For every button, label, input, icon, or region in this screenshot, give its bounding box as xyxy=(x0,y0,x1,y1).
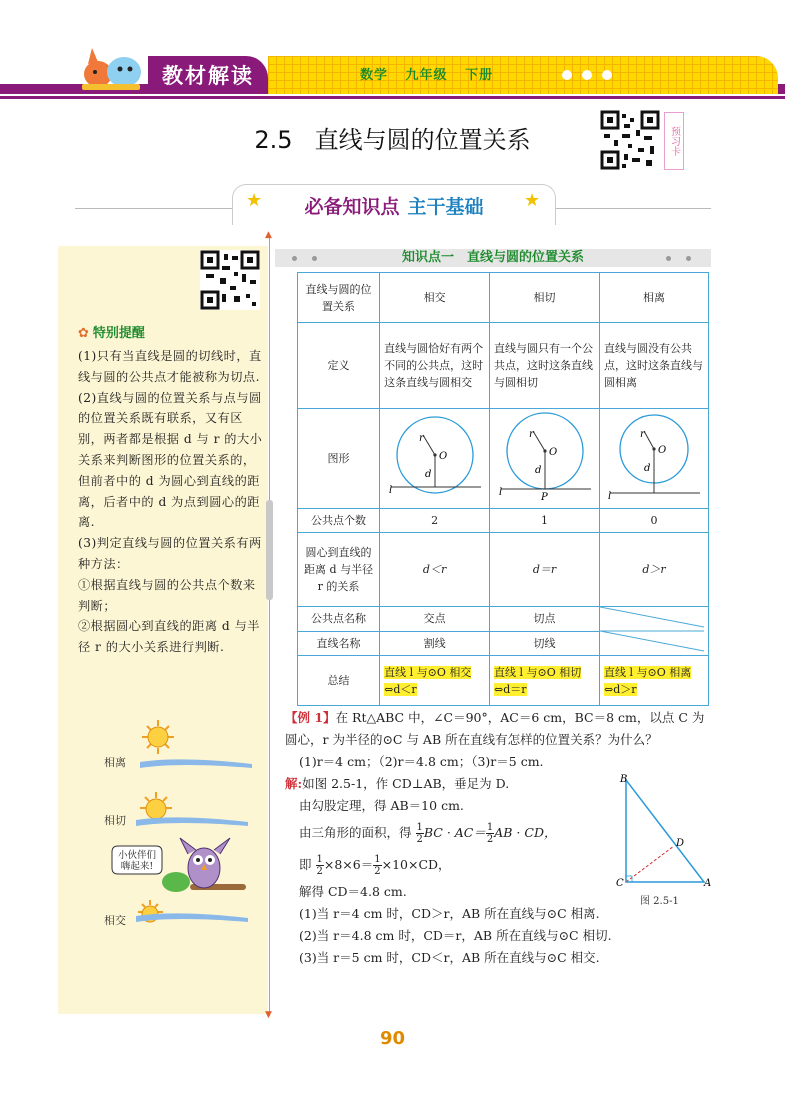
knowledge-table xyxy=(297,272,709,706)
table-cell: 图形 xyxy=(298,409,380,509)
owl-icon xyxy=(160,834,246,908)
table-cell: d＜r xyxy=(380,533,490,607)
bubble-text: 小伙伴们嗨起来! xyxy=(117,850,156,872)
fraction xyxy=(373,854,381,877)
banner-part2: 主干基础 xyxy=(407,195,484,218)
table-cell: 相交 xyxy=(380,273,490,323)
frac-num: 1 xyxy=(374,854,381,865)
sun-tangent-icon xyxy=(136,790,248,836)
fraction xyxy=(416,822,424,845)
tip-item: (2)直线与圆的位置关系与点与圆的位置关系既有联系，又有区别，两者都是根据 d 与 r 的大小关系来判断图形的位置关系的，但前者中的 d 为圆心到直线的距离，后者中的 d 为点到圆心的距离. xyxy=(78,390,263,530)
fig-label-O: O xyxy=(438,451,447,462)
header-dot xyxy=(562,70,572,80)
example-cases: (1)r＝4 cm；（2)r＝4.8 cm；（3)r＝5 cm. xyxy=(299,754,544,769)
example-question xyxy=(285,707,715,751)
knowledge-title: 知识点一 直线与圆的位置关系 xyxy=(401,250,584,265)
tip-title: 特别提醒 xyxy=(92,326,145,341)
table-cell: 2 xyxy=(380,509,490,533)
fig-label-d: d xyxy=(534,465,541,476)
arrow-up-icon: ▲ xyxy=(265,230,272,240)
solution-line: (2)当 r＝4.8 cm 时，CD＝r，AB 所在直线与⊙C 相切. xyxy=(299,928,612,943)
table-cell: 1 xyxy=(490,509,600,533)
tip-item: ①根据直线与圆的公共点个数来判断； xyxy=(78,577,256,613)
table-row xyxy=(298,323,709,409)
header-volume: 下册 xyxy=(465,68,494,83)
table-cell: 割线 xyxy=(380,631,490,656)
label-tangent: 相切 xyxy=(104,814,126,827)
solution-line: (3)当 r＝5 cm 时，CD＜r，AB 所在直线与⊙C 相交. xyxy=(299,950,600,965)
intersect-diagram xyxy=(385,411,485,501)
table-cell: 相离 xyxy=(599,273,708,323)
mascot-icon xyxy=(78,44,144,90)
qr-code-icon[interactable] xyxy=(200,250,260,310)
tangent-diagram xyxy=(495,411,595,501)
triangle-figure xyxy=(614,772,714,902)
solution-tag: 解: xyxy=(285,776,303,791)
solution-line: (1)当 r＝4 cm 时，CD＞r，AB 所在直线与⊙C 相离. xyxy=(299,906,600,921)
eq1-tail: AB · CD， xyxy=(494,825,557,840)
fig-label-O: O xyxy=(657,445,667,456)
banner-part1: 必备知识点 xyxy=(304,195,400,218)
diagonal-lines xyxy=(600,607,704,655)
tip-item: (1)只有当直线是圆的切线时，直线与圆的公共点才能被称为切点. xyxy=(78,349,262,384)
summary-highlight: 直线 l 与⊙O 相切⇔d＝r xyxy=(494,665,582,696)
table-cell: 直线与圆只有一个公共点，这时这条直线与圆相切 xyxy=(490,323,600,409)
fig-label-O: O xyxy=(548,447,557,458)
scrollbar[interactable] xyxy=(266,500,273,600)
table-cell: 切点 xyxy=(490,607,600,632)
eq2-mid: ×8×6＝ xyxy=(323,857,374,872)
preview-card-tag: 预习卡 xyxy=(664,112,684,170)
fig-label-A: A xyxy=(704,878,712,889)
table-cell: 直线与圆的位置关系 xyxy=(298,273,380,323)
fig-label-r: r xyxy=(528,429,534,440)
table-row xyxy=(298,273,709,323)
frac-num: 1 xyxy=(316,854,323,865)
label-separate: 相离 xyxy=(104,756,126,769)
fig-label-d: d xyxy=(424,469,431,480)
sun-separate-icon xyxy=(140,718,252,774)
table-cell xyxy=(490,409,600,509)
table-cell: 总结 xyxy=(298,656,380,706)
summary-highlight: 直线 l 与⊙O 相离⇔d＞r xyxy=(603,665,692,696)
tip-heading xyxy=(78,322,145,341)
sun-intersect-icon xyxy=(136,898,248,934)
table-cell: 公共点个数 xyxy=(298,509,380,533)
eq1-mid: BC · AC＝ xyxy=(423,825,486,840)
table-cell: d＝r xyxy=(490,533,600,607)
figure-caption: 图 2.5-1 xyxy=(640,896,679,907)
qr-code-icon[interactable] xyxy=(600,110,660,170)
fig-label-B: B xyxy=(620,774,628,785)
frac-den: 2 xyxy=(486,834,494,845)
table-row xyxy=(298,607,709,632)
knowledge-banner xyxy=(232,184,556,225)
fig-label-l: l xyxy=(388,485,392,496)
tip-item: (3)判定直线与圆的位置关系有两种方法： xyxy=(78,536,262,571)
fig-label-D: D xyxy=(676,838,685,849)
table-row xyxy=(298,656,709,706)
fig-label-l: l xyxy=(498,487,502,498)
header-grid xyxy=(268,56,778,94)
section-name: 直线与圆的位置关系 xyxy=(314,126,531,154)
table-cell: 直线与圆没有公共点，这时这条直线与圆相离 xyxy=(599,323,708,409)
fig-label-d: d xyxy=(643,463,651,474)
table-cell: 相切 xyxy=(490,273,600,323)
fig-label-C: C xyxy=(616,878,624,889)
table-cell: 定义 xyxy=(298,323,380,409)
sidebar-divider xyxy=(269,236,270,1016)
fig-label-P: P xyxy=(540,492,548,501)
fig-label-r: r xyxy=(418,433,424,444)
table-cell: 圆心到直线的距离 d 与半径 r 的关系 xyxy=(298,533,380,607)
header-grade: 九年级 xyxy=(405,68,448,83)
tip-item: ②根据圆心到直线的距离 d 与半径 r 的大小关系进行判断. xyxy=(78,619,260,655)
header-dot xyxy=(602,70,612,80)
fox-icon: ✿ xyxy=(78,326,89,341)
star-icon: ★ xyxy=(246,190,263,211)
table-cell: 直线与圆恰好有两个不同的公共点，这时这条直线与圆相交 xyxy=(380,323,490,409)
frac-den: 2 xyxy=(316,866,323,877)
table-cell: d＞r xyxy=(599,533,708,607)
eq2-tail: ×10×CD， xyxy=(381,857,451,872)
arrow-down-icon: ▼ xyxy=(265,1010,272,1020)
table-cell: 切线 xyxy=(490,631,600,656)
fraction xyxy=(316,854,324,877)
section-number: 2.5 xyxy=(254,126,293,154)
star-icon: ★ xyxy=(524,190,541,211)
header-meta xyxy=(360,64,505,83)
table-row xyxy=(298,533,709,607)
frac-den: 2 xyxy=(374,866,381,877)
page-number: 90 xyxy=(379,1028,406,1049)
header-dot xyxy=(582,70,592,80)
solution-text: 如图 2.5-1，作 CD⊥AB，垂足为 D. xyxy=(302,776,510,791)
table-cell: 直线名称 xyxy=(298,631,380,656)
table-cell xyxy=(599,656,708,706)
fraction xyxy=(486,822,494,845)
eq2-prefix: 即 xyxy=(299,857,312,872)
label-intersect: 相交 xyxy=(104,914,126,927)
fig-label-l: l xyxy=(607,491,612,501)
solution-line: 解得 CD＝4.8 cm. xyxy=(299,884,407,899)
table-cell: 公共点名称 xyxy=(298,607,380,632)
table-cell xyxy=(380,656,490,706)
frac-num: 1 xyxy=(416,822,423,833)
summary-highlight: 直线 l 与⊙O 相交⇔d＜r xyxy=(384,665,472,696)
table-cell: 0 xyxy=(599,509,708,533)
example-question-text: 在 Rt△ABC 中，∠C＝90°，AC＝6 cm，BC＝8 cm，以点 C 为圆心，r 为半径的⊙C 与 AB 所在直线有怎样的位置关系？为什么？ xyxy=(285,710,705,747)
separate-diagram xyxy=(604,411,704,501)
tip-body xyxy=(78,346,264,658)
fig-label-r: r xyxy=(639,429,645,440)
table-cell xyxy=(599,409,708,509)
frac-den: 2 xyxy=(416,834,423,845)
table-cell xyxy=(490,656,600,706)
frac-num: 1 xyxy=(486,822,494,833)
header-subject: 数学 xyxy=(360,68,389,83)
header-band-line xyxy=(0,96,785,99)
eq1-prefix: 由三角形的面积，得 xyxy=(299,825,412,840)
header-tag: 教材解读 xyxy=(148,56,268,94)
table-cell-empty xyxy=(599,607,708,656)
solution-line: 由勾股定理，得 AB＝10 cm. xyxy=(299,798,464,813)
example-tag: 【例 1】 xyxy=(285,710,336,725)
table-row xyxy=(298,509,709,533)
table-cell: 交点 xyxy=(380,607,490,632)
table-row xyxy=(298,409,709,509)
table-cell xyxy=(380,409,490,509)
